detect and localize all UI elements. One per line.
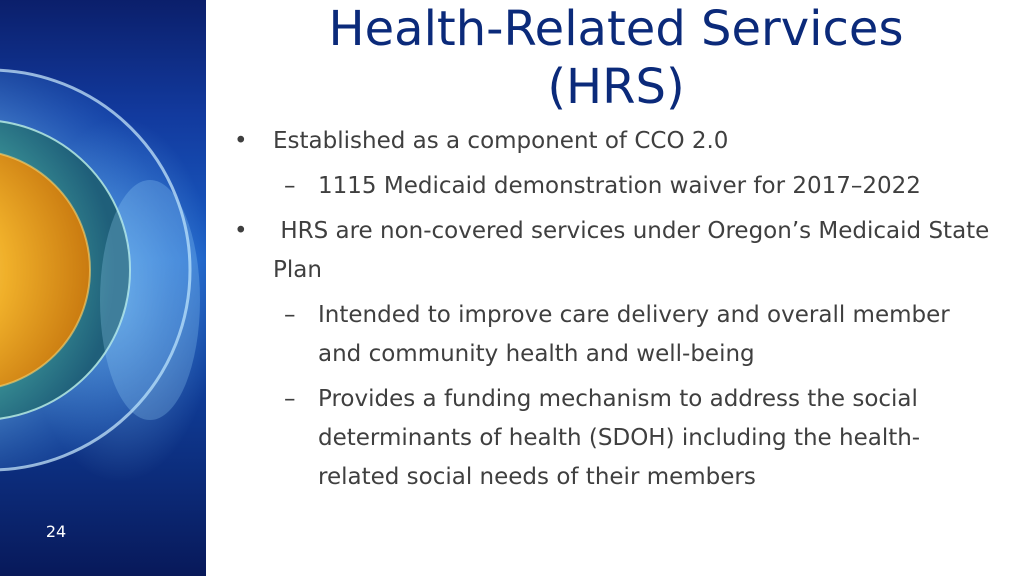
bullet-list [230, 122, 997, 503]
sub-bullet-text: 1115 Medicaid demonstration waiver for 2017–2022 [318, 173, 921, 199]
slide-title-line-1: Health-Related Services [328, 1, 904, 57]
sub-bullet-marker: – [284, 302, 296, 328]
sub-bullet-marker: – [284, 173, 296, 199]
bullet-item [230, 212, 997, 290]
bullet-text: Established as a component of CCO 2.0 [273, 128, 729, 154]
bullet-item [230, 122, 990, 161]
sub-bullet-item [230, 296, 990, 374]
sub-bullet-item [230, 380, 990, 497]
sub-bullet-item [230, 167, 990, 206]
sub-bullet-marker: – [284, 386, 296, 412]
bullet-marker: • [234, 128, 248, 154]
cell-sphere-illustration-icon [0, 0, 206, 576]
slide-title-line-2: (HRS) [547, 59, 685, 115]
sub-bullet-text: Intended to improve care delivery and overall member and community health and well-being [318, 302, 950, 367]
decorative-cell-image [0, 0, 206, 576]
bullet-marker: • [234, 218, 248, 244]
slide-title [236, 0, 996, 116]
page-number: 24 [45, 522, 67, 541]
sub-bullet-text: Provides a funding mechanism to address the social determinants of health (SDOH) including the health-related social needs of their members [318, 386, 921, 490]
bullet-text: HRS are non-covered services under Oregon’s Medicaid State Plan [273, 218, 997, 283]
